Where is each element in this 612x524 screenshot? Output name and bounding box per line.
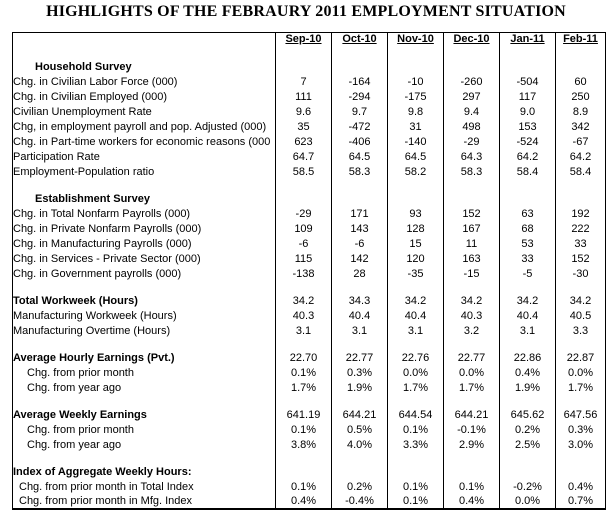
spacer-row	[13, 452, 606, 464]
row-value: 64.7	[276, 149, 332, 164]
row-label: Chg, in employment payroll and pop. Adjusted (000)	[13, 120, 267, 133]
row-value: 22.70	[276, 350, 332, 365]
row-value: 0.1%	[388, 494, 444, 509]
row-value: 11	[444, 236, 500, 251]
row-label: Participation Rate	[13, 150, 100, 163]
row-value	[556, 59, 606, 74]
column-header-oct10: Oct-10	[332, 33, 388, 60]
row-value	[276, 281, 332, 293]
row-value: 0.2%	[500, 422, 556, 437]
row-value: 0.0%	[444, 365, 500, 380]
row-value	[332, 179, 388, 191]
row-value	[556, 281, 606, 293]
row-value: 40.3	[444, 308, 500, 323]
spacer-row	[13, 281, 606, 293]
row-label: Household Survey	[35, 60, 132, 73]
row-value: -67	[556, 134, 606, 149]
column-header-feb11: Feb-11	[556, 33, 606, 60]
row-value	[556, 452, 606, 464]
row-value	[388, 59, 444, 74]
column-header-jan11: Jan-11	[500, 33, 556, 60]
row-value	[556, 395, 606, 407]
row-value: 163	[444, 251, 500, 266]
row-value: 0.1%	[276, 422, 332, 437]
row-value: -164	[332, 74, 388, 89]
row-value: 342	[556, 119, 606, 134]
row-value	[444, 452, 500, 464]
row-value: -138	[276, 266, 332, 281]
row-value: 34.2	[276, 293, 332, 308]
row-value: 58.4	[500, 164, 556, 179]
row-value	[332, 191, 388, 206]
row-label: Civilian Unemployment Rate	[13, 105, 152, 118]
row-value: 498	[444, 119, 500, 134]
table-row	[13, 422, 606, 437]
row-value	[556, 191, 606, 206]
table-row	[13, 59, 606, 74]
row-value: -6	[332, 236, 388, 251]
row-value: -0.4%	[332, 494, 388, 509]
row-value: 128	[388, 221, 444, 236]
row-value: 22.77	[444, 350, 500, 365]
row-label: Manufacturing Workweek (Hours)	[13, 309, 177, 322]
row-value: 117	[500, 89, 556, 104]
row-value: 153	[500, 119, 556, 134]
row-value: 2.5%	[500, 437, 556, 452]
row-label	[13, 338, 276, 350]
row-value: 167	[444, 221, 500, 236]
row-value: 0.4%	[500, 365, 556, 380]
row-value: 93	[388, 206, 444, 221]
row-value: 3.0%	[556, 437, 606, 452]
row-value	[388, 395, 444, 407]
row-value: -0.1%	[444, 422, 500, 437]
row-label: Chg. in Civilian Labor Force (000)	[13, 75, 178, 88]
row-value	[276, 452, 332, 464]
table-header	[13, 33, 606, 60]
spacer-row	[13, 395, 606, 407]
row-value: 31	[388, 119, 444, 134]
row-value: 0.0%	[388, 365, 444, 380]
row-value: 34.3	[332, 293, 388, 308]
row-value	[444, 338, 500, 350]
row-label	[13, 395, 276, 407]
row-value: 111	[276, 89, 332, 104]
row-value: -29	[276, 206, 332, 221]
table-row	[13, 350, 606, 365]
row-value: 641.19	[276, 407, 332, 422]
row-value	[276, 395, 332, 407]
row-value	[276, 191, 332, 206]
row-value: 3.1	[388, 323, 444, 338]
row-value	[500, 338, 556, 350]
row-value	[500, 179, 556, 191]
table-row	[13, 191, 606, 206]
row-value	[500, 191, 556, 206]
row-label: Chg. in Services - Private Sector (000)	[13, 252, 201, 265]
row-value: 297	[444, 89, 500, 104]
row-label: Index of Aggregate Weekly Hours:	[13, 465, 192, 478]
row-value: 3.8%	[276, 437, 332, 452]
row-value: 22.87	[556, 350, 606, 365]
row-value: 1.7%	[388, 380, 444, 395]
row-label: Chg. from prior month	[27, 423, 134, 436]
row-value: -524	[500, 134, 556, 149]
row-value: 63	[500, 206, 556, 221]
table-row	[13, 149, 606, 164]
row-value	[556, 338, 606, 350]
column-header-nov10: Nov-10	[388, 33, 444, 60]
spacer-row	[13, 338, 606, 350]
row-value: 109	[276, 221, 332, 236]
row-value: 64.5	[388, 149, 444, 164]
row-value: 644.21	[332, 407, 388, 422]
row-value: 9.4	[444, 104, 500, 119]
row-value: 40.3	[276, 308, 332, 323]
row-value	[444, 179, 500, 191]
row-value: 40.4	[388, 308, 444, 323]
row-value: 34.2	[500, 293, 556, 308]
row-value	[332, 281, 388, 293]
row-value: 53	[500, 236, 556, 251]
row-value	[276, 179, 332, 191]
row-value: 15	[388, 236, 444, 251]
row-value	[444, 281, 500, 293]
row-value	[276, 59, 332, 74]
row-value: 3.3%	[388, 437, 444, 452]
row-value: 64.2	[556, 149, 606, 164]
employment-stats-table	[12, 32, 606, 510]
row-value: -10	[388, 74, 444, 89]
row-value: -406	[332, 134, 388, 149]
row-value: 9.7	[332, 104, 388, 119]
row-value	[332, 452, 388, 464]
row-label	[13, 452, 276, 464]
row-value: 58.5	[276, 164, 332, 179]
table-row	[13, 494, 606, 509]
row-value	[388, 338, 444, 350]
row-value	[444, 395, 500, 407]
page-title: HIGHLIGHTS OF THE FEBRAURY 2011 EMPLOYMENT SITUATION	[46, 3, 566, 20]
row-value: 60	[556, 74, 606, 89]
row-value	[388, 179, 444, 191]
row-value: 120	[388, 251, 444, 266]
row-value: 58.3	[332, 164, 388, 179]
row-value: 250	[556, 89, 606, 104]
table-row	[13, 437, 606, 452]
row-value	[332, 464, 388, 479]
table-row	[13, 407, 606, 422]
row-value: 143	[332, 221, 388, 236]
row-value: 645.62	[500, 407, 556, 422]
row-label: Average Weekly Earnings	[13, 408, 147, 421]
row-label: Chg. in Government payrolls (000)	[13, 267, 182, 280]
row-value: -0.2%	[500, 479, 556, 494]
row-value: 0.5%	[332, 422, 388, 437]
row-value: 2.9%	[444, 437, 500, 452]
table-row	[13, 221, 606, 236]
row-value: 58.4	[556, 164, 606, 179]
row-value: 0.4%	[444, 494, 500, 509]
row-value: 68	[500, 221, 556, 236]
row-value: 4.0%	[332, 437, 388, 452]
row-value: 1.7%	[276, 380, 332, 395]
row-label: Average Hourly Earnings (Pvt.)	[13, 351, 175, 364]
row-value: 34.2	[388, 293, 444, 308]
row-label: Chg. from prior month	[27, 366, 134, 379]
row-value: 8.9	[556, 104, 606, 119]
table-row	[13, 164, 606, 179]
row-value: 33	[556, 236, 606, 251]
spacer-row	[13, 179, 606, 191]
row-value: 0.1%	[276, 365, 332, 380]
row-value: 40.4	[500, 308, 556, 323]
row-value: 0.3%	[332, 365, 388, 380]
row-value: 28	[332, 266, 388, 281]
row-value: 9.6	[276, 104, 332, 119]
row-value: 115	[276, 251, 332, 266]
table-row	[13, 251, 606, 266]
row-value	[388, 281, 444, 293]
row-value: 33	[500, 251, 556, 266]
row-value: -6	[276, 236, 332, 251]
row-label	[13, 281, 276, 293]
row-value: 152	[444, 206, 500, 221]
table-row	[13, 308, 606, 323]
row-value: 623	[276, 134, 332, 149]
row-value: 0.1%	[444, 479, 500, 494]
row-value	[444, 191, 500, 206]
row-value	[500, 464, 556, 479]
row-value: -15	[444, 266, 500, 281]
table-row	[13, 380, 606, 395]
row-value: 58.3	[444, 164, 500, 179]
row-label	[13, 179, 276, 191]
row-value: 22.76	[388, 350, 444, 365]
row-value: 1.7%	[444, 380, 500, 395]
row-value: 142	[332, 251, 388, 266]
row-value: 3.2	[444, 323, 500, 338]
table-row	[13, 236, 606, 251]
column-header-sep10: Sep-10	[276, 33, 332, 60]
row-value: -5	[500, 266, 556, 281]
row-value	[500, 59, 556, 74]
row-value	[388, 464, 444, 479]
row-value: 647.56	[556, 407, 606, 422]
row-value: 9.8	[388, 104, 444, 119]
table-row	[13, 74, 606, 89]
row-value: 64.3	[444, 149, 500, 164]
row-value	[556, 464, 606, 479]
table-row	[13, 119, 606, 134]
row-value: 34.2	[556, 293, 606, 308]
row-value: 0.3%	[556, 422, 606, 437]
row-label: Chg. from prior month in Total Index	[19, 480, 194, 493]
row-label: Chg. in Manufacturing Payrolls (000)	[13, 237, 192, 250]
row-value: -29	[444, 134, 500, 149]
row-value: 9.0	[500, 104, 556, 119]
row-value	[276, 338, 332, 350]
label-column-header	[13, 33, 276, 60]
row-label: Chg. in Total Nonfarm Payrolls (000)	[13, 207, 191, 220]
row-value	[500, 395, 556, 407]
row-value: 3.1	[500, 323, 556, 338]
row-value	[556, 179, 606, 191]
row-value	[332, 59, 388, 74]
column-header-dec10: Dec-10	[444, 33, 500, 60]
row-value: 152	[556, 251, 606, 266]
row-label: Establishment Survey	[35, 192, 150, 205]
row-label: Manufacturing Overtime (Hours)	[13, 324, 171, 337]
row-value: 64.2	[500, 149, 556, 164]
row-value: -472	[332, 119, 388, 134]
row-value: 1.7%	[556, 380, 606, 395]
row-value: 58.2	[388, 164, 444, 179]
row-label: Chg. from year ago	[27, 381, 122, 394]
row-value: 3.1	[276, 323, 332, 338]
table-row	[13, 323, 606, 338]
row-value: 40.4	[332, 308, 388, 323]
table-row	[13, 365, 606, 380]
row-value: 0.0%	[556, 365, 606, 380]
row-value: 644.54	[388, 407, 444, 422]
row-value: 644.21	[444, 407, 500, 422]
table-row	[13, 464, 606, 479]
table-row	[13, 104, 606, 119]
row-label: Chg. in Civilian Employed (000)	[13, 90, 168, 103]
row-value: 1.9%	[332, 380, 388, 395]
row-value	[444, 464, 500, 479]
row-value: 171	[332, 206, 388, 221]
row-value: 40.5	[556, 308, 606, 323]
row-value: 7	[276, 74, 332, 89]
row-value	[500, 452, 556, 464]
table-row	[13, 206, 606, 221]
row-value: 0.1%	[388, 479, 444, 494]
row-value	[500, 281, 556, 293]
row-value: -294	[332, 89, 388, 104]
row-value: -504	[500, 74, 556, 89]
row-value: 0.1%	[276, 479, 332, 494]
row-value: -35	[388, 266, 444, 281]
row-label: Chg. from year ago	[27, 438, 122, 451]
row-value	[276, 464, 332, 479]
row-value: -175	[388, 89, 444, 104]
row-label: Chg. in Private Nonfarm Payrolls (000)	[13, 222, 202, 235]
row-label: Total Workweek (Hours)	[13, 294, 138, 307]
row-value: 222	[556, 221, 606, 236]
row-value: 35	[276, 119, 332, 134]
row-value: -260	[444, 74, 500, 89]
row-value: 3.3	[556, 323, 606, 338]
table-row	[13, 293, 606, 308]
table-row	[13, 89, 606, 104]
table-row	[13, 479, 606, 494]
row-value: 0.1%	[388, 422, 444, 437]
header-row	[13, 33, 606, 60]
row-value: -30	[556, 266, 606, 281]
row-label: Chg. from prior month in Mfg. Index	[19, 495, 193, 507]
row-value: 3.1	[332, 323, 388, 338]
row-value	[332, 338, 388, 350]
table-row	[13, 134, 606, 149]
row-value: 0.4%	[276, 494, 332, 509]
row-value	[388, 452, 444, 464]
row-value: 0.2%	[332, 479, 388, 494]
row-value	[388, 191, 444, 206]
table-body	[13, 59, 606, 509]
row-label: Chg. in Part-time workers for economic reasons (000	[13, 135, 271, 148]
row-value: 0.7%	[556, 494, 606, 509]
row-value	[332, 395, 388, 407]
row-value: 22.77	[332, 350, 388, 365]
row-value: 0.0%	[500, 494, 556, 509]
row-value: -140	[388, 134, 444, 149]
row-value: 64.5	[332, 149, 388, 164]
row-value: 1.9%	[500, 380, 556, 395]
row-value: 22.86	[500, 350, 556, 365]
row-value: 0.4%	[556, 479, 606, 494]
row-label: Employment-Population ratio	[13, 165, 155, 178]
row-value: 192	[556, 206, 606, 221]
row-value: 34.2	[444, 293, 500, 308]
table-row	[13, 266, 606, 281]
row-value	[444, 59, 500, 74]
